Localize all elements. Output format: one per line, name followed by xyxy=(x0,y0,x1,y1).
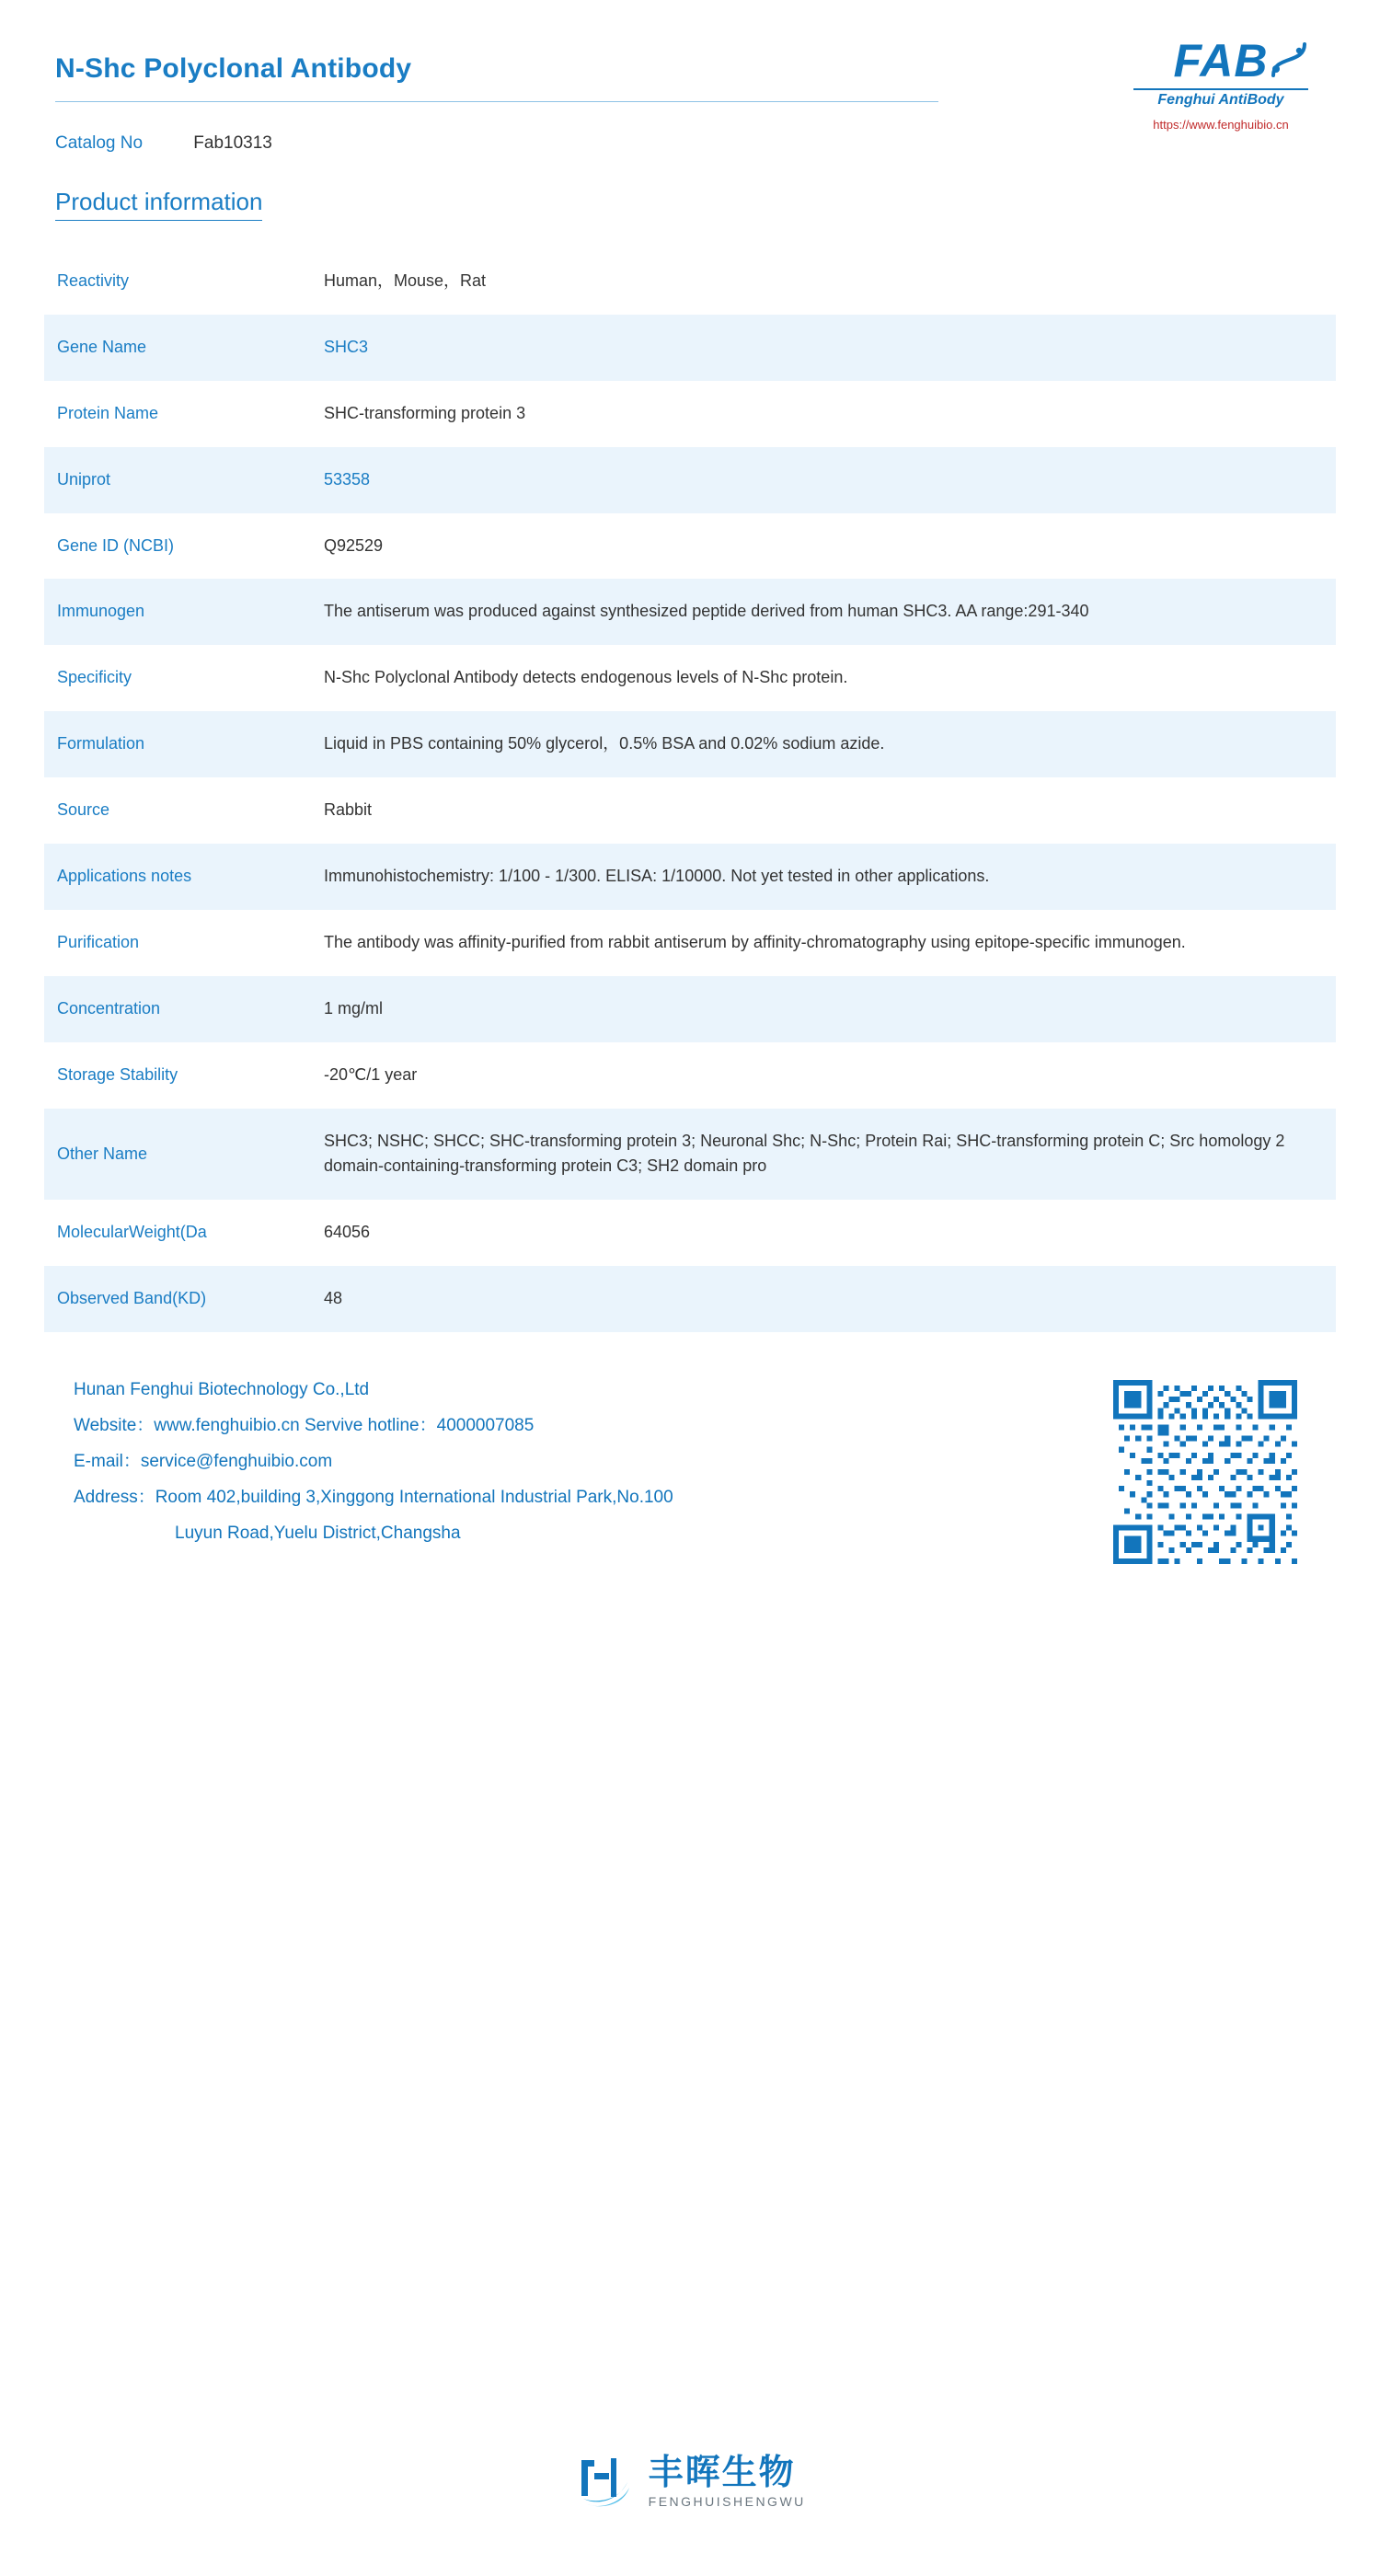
row-value: 1 mg/ml xyxy=(324,998,384,1018)
footer-brand-text xyxy=(649,2455,806,2509)
table-row xyxy=(44,1200,1336,1266)
logo-url: https://www.fenghuibio.cn xyxy=(1153,118,1289,132)
row-value: Human，Mouse，Rat xyxy=(324,271,487,290)
table-body xyxy=(44,248,1336,1332)
row-label: Immunogen xyxy=(57,602,145,621)
table-row xyxy=(44,447,1336,513)
row-label: Purification xyxy=(57,932,140,951)
table-row xyxy=(44,844,1336,910)
document-footer xyxy=(0,1363,1380,1667)
table-row xyxy=(44,1042,1336,1109)
catalog-row xyxy=(55,133,1325,154)
footer-email-line: E-mail：service@fenghuibio.com xyxy=(74,1452,333,1472)
fenghui-leaf-icon xyxy=(574,2451,635,2512)
row-value: 48 xyxy=(324,1289,343,1308)
page-title: N-Shc Polyclonal Antibody xyxy=(55,53,938,102)
row-value: Rabbit xyxy=(324,800,373,820)
row-value: Q92529 xyxy=(324,535,384,555)
row-value: SHC3 xyxy=(324,337,369,356)
table-row xyxy=(44,777,1336,844)
catalog-value: Fab10313 xyxy=(193,133,272,153)
row-value: 53358 xyxy=(324,469,371,489)
qr-code xyxy=(1113,1380,1297,1564)
document-header xyxy=(0,0,1380,156)
row-value: The antiserum was produced against synthesized peptide derived from human SHC3. AA range:291-340 xyxy=(324,602,1089,621)
row-label: Protein Name xyxy=(57,403,159,422)
table-row xyxy=(44,910,1336,976)
footer-address-line: Address：Room 402,building 3,Xinggong International Industrial Park,No.100 xyxy=(74,1487,673,1507)
section-heading: Product information xyxy=(55,188,262,221)
logo-subtitle: Fenghui AntiBody xyxy=(1133,88,1308,109)
catalog-label: Catalog No xyxy=(55,133,144,153)
footer-contact-block xyxy=(74,1373,902,1552)
row-value: Liquid in PBS containing 50% glycerol，0.5% BSA and 0.02% sodium azide. xyxy=(324,734,885,753)
row-value: SHC-transforming protein 3 xyxy=(324,403,526,422)
row-label: Other Name xyxy=(57,1144,148,1163)
table-row xyxy=(44,513,1336,580)
footer-address-line-2: Luyun Road,Yuelu District,Changsha xyxy=(175,1523,461,1543)
table-row xyxy=(44,381,1336,447)
row-value: The antibody was affinity-purified from rabbit antiserum by affinity-chromatography using epitope-specific immunogen. xyxy=(324,932,1186,951)
row-label: Concentration xyxy=(57,998,161,1018)
row-value: 64056 xyxy=(324,1223,371,1242)
row-label: Observed Band(KD) xyxy=(57,1289,207,1308)
footer-website-line: Website：www.fenghuibio.cn Servive hotline：4000007085 xyxy=(74,1416,535,1436)
footer-brand-en: FENGHUISHENGWU xyxy=(648,2493,806,2509)
row-label: Gene Name xyxy=(57,337,147,356)
table-row xyxy=(44,315,1336,381)
table-row xyxy=(44,579,1336,645)
dna-swirl-icon xyxy=(1268,39,1310,81)
row-label: Specificity xyxy=(57,668,132,687)
table-row xyxy=(44,1109,1336,1201)
row-value: N-Shc Polyclonal Antibody detects endogenous levels of N-Shc protein. xyxy=(324,668,848,687)
row-label: Gene ID (NCBI) xyxy=(57,535,175,555)
row-label: Applications notes xyxy=(57,867,192,886)
row-label: Formulation xyxy=(57,734,145,753)
row-value: SHC3; NSHC; SHCC; SHC-transforming protein 3; Neuronal Shc; N-Shc; Protein Rai; SHC-transforming protein C; Src homology 2 domain-containing-transforming protein C3; SH2 domain pro xyxy=(324,1131,1285,1176)
row-value: -20℃/1 year xyxy=(324,1064,418,1084)
row-label: Uniprot xyxy=(57,469,111,489)
table-row xyxy=(44,645,1336,711)
brand-logo xyxy=(1115,35,1327,132)
footer-company: Hunan Fenghui Biotechnology Co.,Ltd xyxy=(74,1380,370,1400)
row-label: Source xyxy=(57,800,110,820)
logo-wordmark: FAB xyxy=(1173,35,1269,86)
footer-brand-logo xyxy=(0,2451,1380,2512)
table-row xyxy=(44,1266,1336,1332)
logo-mark xyxy=(1124,35,1317,92)
product-information-table xyxy=(44,248,1336,1332)
table-row xyxy=(44,711,1336,777)
footer-brand-inner xyxy=(574,2451,806,2512)
table-row xyxy=(44,976,1336,1042)
row-value: Immunohistochemistry: 1/100 - 1/300. ELISA: 1/10000. Not yet tested in other applications. xyxy=(324,867,990,886)
table-row xyxy=(44,248,1336,315)
row-label: Reactivity xyxy=(57,271,130,290)
row-label: Storage Stability xyxy=(57,1064,178,1084)
row-label: MolecularWeight(Da xyxy=(57,1223,207,1242)
footer-brand-cn: 丰晖生物 xyxy=(648,2453,796,2492)
